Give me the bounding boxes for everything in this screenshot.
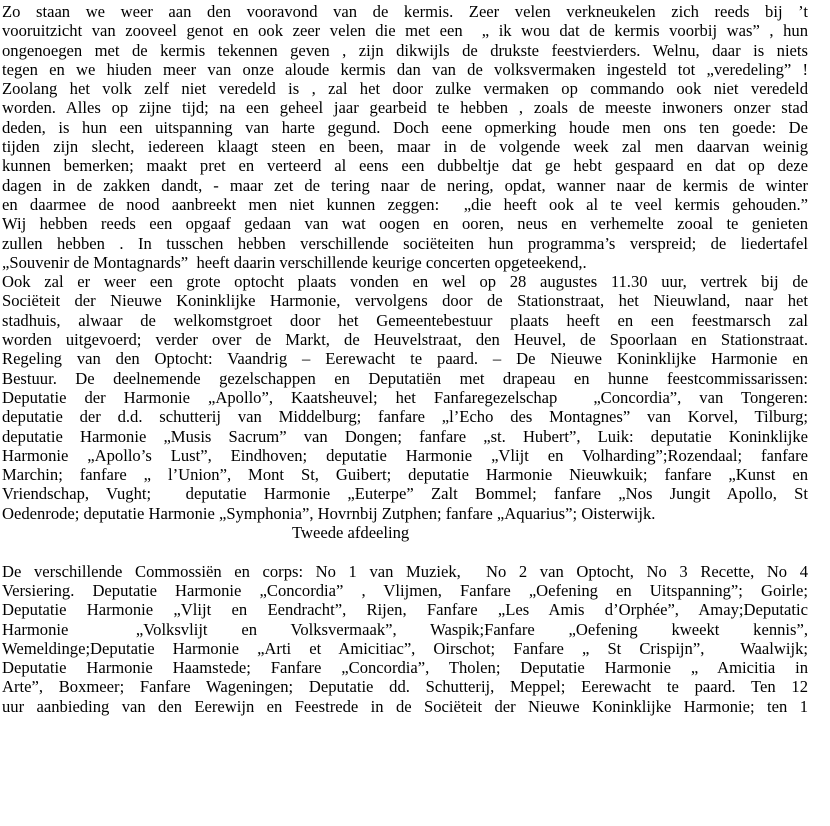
paragraph-kermis-intro <box>0 2 830 272</box>
text-line: en daarmee de nood aanbreekt men niet kunnen zeggen: „die heeft ook al te veel kermis gehouden.” <box>2 194 808 214</box>
text-line: Deputatie der Harmonie „Apollo”, Kaatsheuvel; het Fanfaregezelschap „Concordia”, van Tongeren: <box>2 387 808 407</box>
text-line: vooruitzicht van zooveel genot en ook zeer velen die met een „ ik wou dat de kermis voorbij was” , hun <box>2 21 808 41</box>
section-heading: Tweede afdeeling <box>292 523 410 543</box>
text-line: Zoolang het volk zelf niet veredeld is , zal het door zulke vermaken op commando ook niet veredeld <box>2 79 808 99</box>
text-line: Ook zal er weer een grote optocht plaats vonden en wel op 28 augustes 11.30 uur, vertrek bij de <box>2 272 808 292</box>
text-line: kunnen bemerken; maakt pret en verteerd al eens een dubbeltje dat ge hebt gespaard en dat op deze <box>2 156 808 176</box>
text-line: De verschillende Commossiën en corps: No 1 van Muziek, No 2 van Optocht, No 3 Recette, No 4 <box>2 561 808 581</box>
paragraph-commissies <box>0 562 830 716</box>
text-line: Versiering. Deputatie Harmonie „Concordia” , Vlijmen, Fanfare „Oefening en Uitspanning”; Goirle; <box>2 580 808 600</box>
text-line: ongenoegen met de kermis tekennen geven , zijn dikwijls de drukste feestvierders. Welnu, daar is niets <box>2 40 808 60</box>
text-line: deden, is hun een uitspanning van harte gegund. Doch eene opmerking houde men ons ten goede: De <box>2 117 808 137</box>
text-line: stadhuis, alwaar de welkomstgroet door het Gemeentebestuur plaats heeft en een feestmarsch zal <box>2 310 808 330</box>
text-line: Zo staan we weer aan den vooravond van de kermis. Zeer velen verkneukelen zich reeds bij ’t <box>2 2 808 21</box>
text-line: tegen en we hiuden meer van onze aloude kermis dan van de volksvermaken ingesteld tot „veredeling” ! <box>2 59 808 79</box>
text-line: Wij hebben reeds een opgaaf gedaan van wat oogen en ooren, neus en verhemelte zooal te genieten <box>2 214 808 234</box>
text-line: Deputatie Harmonie „Vlijt en Eendracht”, Rijen, Fanfare „Les Amis d’Orphée”, Amay;Deputatic <box>2 600 808 620</box>
text-line: Arte”, Boxmeer; Fanfare Wageningen; Deputatie dd. Schutterij, Meppel; Eerewacht te paard. Ten 12 <box>2 677 808 697</box>
text-line: worden uitgevoerd; verder over de Markt, de Heuvelstraat, den Heuvel, de Spoorlaan en Stationstraat. <box>2 330 808 350</box>
text-line: Sociëteit der Nieuwe Koninklijke Harmonie, vervolgens door de Stationstraat, het Nieuwland, naar het <box>2 291 808 311</box>
text-line: worden. Alles op zijne tijd; na een geheel jaar gearbeid te hebben , zoals de meeste inwoners onzer stad <box>2 98 808 118</box>
text-line: uur aanbieding van den Eerewijn en Feestrede in de Sociëteit der Nieuwe Koninklijke Harmonie; ten 1 <box>2 696 808 716</box>
text-line: tijden zijn slecht, iedereen klaagt steen en been, maar in de volgende week zal men daarvan weinig <box>2 137 808 157</box>
text-line: Harmonie „Volksvlijt en Volksvermaak”, Waspik;Fanfare „Oefening kweekt kennis”, <box>2 619 808 639</box>
text-line: „Souvenir de Montagnards” heeft daarin verschillende keurige concerten opgeteekend,. <box>2 252 587 272</box>
text-line: Bestuur. De deelnemende gezelschappen en Deputatiën met drapeau en hunne feestcommissarissen: <box>2 368 808 388</box>
text-line: Oedenrode; deputatie Harmonie „Symphonia”, Hovrnbij Zutphen; fanfare „Aquarius”; Oisterwijk. <box>2 503 656 523</box>
text-line: deputatie Harmonie „Musis Sacrum” van Dongen; fanfare „st. Hubert”, Luik: deputatie Koninklijke <box>2 426 808 446</box>
text-line: Vriendschap, Vught; deputatie Harmonie „Euterpe” Zalt Bommel; fanfare „Nos Jungit Apollo, St <box>2 484 808 504</box>
text-line: zullen hebben . In tusschen hebben verschillende sociëteiten hun programma’s verspreid; de liedertafel <box>2 233 808 253</box>
text-line: dagen in de zakken dandt, - maar zet de tering naar de nering, opdat, wanner naar de kermis de winter <box>2 175 808 195</box>
text-line: Harmonie „Apollo’s Lust”, Eindhoven; deputatie Harmonie „Vlijt en Volharding”;Rozendaal; fanfare <box>2 445 808 465</box>
document-page <box>0 2 830 716</box>
text-line: deputatie der d.d. schutterij van Middelburg; fanfare „l’Echo des Montagnes” van Korvel, Tilburg; <box>2 407 808 427</box>
paragraph-optocht <box>0 272 830 523</box>
text-line: Marchin; fanfare „ l’Union”, Mont St, Guibert; deputatie Harmonie Nieuwkuik; fanfare „Kunst en <box>2 465 808 485</box>
paragraph-spacer <box>0 542 830 561</box>
text-line: Regeling van den Optocht: Vaandrig – Eerewacht te paard. – De Nieuwe Koninklijke Harmonie en <box>2 349 808 369</box>
text-line: Deputatie Harmonie Haamstede; Fanfare „Concordia”, Tholen; Deputatie Harmonie „ Amicitia in <box>2 658 808 678</box>
text-line: Wemeldinge;Deputatie Harmonie „Arti et Amicitiac”, Oirschot; Fanfare „ St Crispijn”, Waalwijk; <box>2 638 808 658</box>
